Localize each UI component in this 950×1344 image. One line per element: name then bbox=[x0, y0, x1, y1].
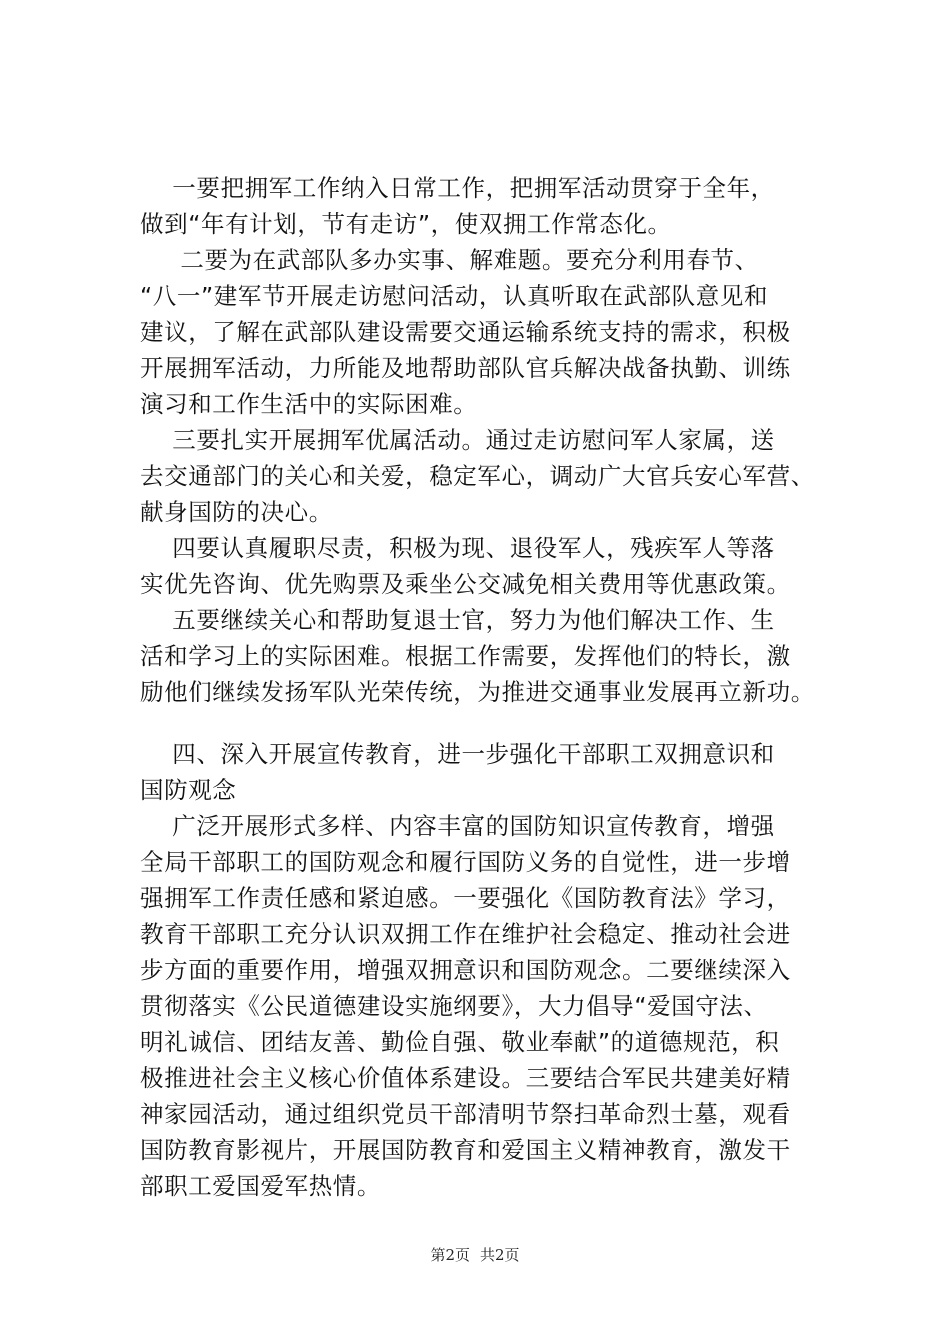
page-footer bbox=[0, 1244, 950, 1265]
text-line: 做到“年有计划，节有走访”，使双拥工作常态化。 bbox=[140, 210, 672, 238]
paragraph-group-b bbox=[140, 736, 840, 1204]
section-heading-line: 四、深入开展宣传教育，进一步强化干部职工双拥意识和 bbox=[140, 740, 775, 768]
text-line: 二要为在武部队多办实事、解难题。要充分利用春节、 bbox=[140, 246, 759, 274]
text-line: 演习和工作生活中的实际困难。 bbox=[140, 390, 478, 418]
text-line: 三要扎实开展拥军优属活动。通过走访慰问军人家属，送 bbox=[140, 426, 775, 454]
text-line: 广泛开展形式多样、内容丰富的国防知识宣传教育，增强 bbox=[140, 812, 775, 840]
text-line: 部职工爱国爱军热情。 bbox=[140, 1172, 381, 1200]
text-line: 教育干部职工充分认识双拥工作在维护社会稳定、推动社会进 bbox=[140, 920, 791, 948]
document-body bbox=[140, 170, 840, 1204]
text-line: 极推进社会主义核心价值体系建设。三要结合军民共建美好精 bbox=[140, 1064, 791, 1092]
text-line: 国防教育影视片，开展国防教育和爱国主义精神教育，激发干 bbox=[140, 1136, 791, 1164]
text-line: 全局干部职工的国防观念和履行国防义务的自觉性，进一步增 bbox=[140, 848, 791, 876]
paragraph-group-a bbox=[140, 170, 840, 710]
text-line: 神家园活动，通过组织党员干部清明节祭扫革命烈士墓，观看 bbox=[140, 1100, 791, 1128]
section-heading-line: 国防观念 bbox=[140, 776, 237, 804]
text-line: 四要认真履职尽责，积极为现、退役军人，残疾军人等落 bbox=[140, 534, 775, 562]
text-line: 明礼诚信、团结友善、勤俭自强、敬业奉献”的道德规范，积 bbox=[140, 1028, 780, 1056]
text-line: 实优先咨询、优先购票及乘坐公交减免相关费用等优惠政策。 bbox=[140, 570, 791, 598]
text-line: 建议，了解在武部队建设需要交通运输系统支持的需求，积极 bbox=[140, 318, 791, 346]
text-line: 去交通部门的关心和关爱，稳定军心，调动广大官兵安心军营、 bbox=[140, 462, 815, 490]
page-number: 第2页 bbox=[430, 1246, 470, 1264]
paragraph-spacer bbox=[140, 710, 840, 736]
page-total: 共2页 bbox=[480, 1246, 520, 1264]
text-line: 励他们继续发扬军队光荣传统，为推进交通事业发展再立新功。 bbox=[140, 678, 815, 706]
text-line: 活和学习上的实际困难。根据工作需要，发挥他们的特长，激 bbox=[140, 642, 791, 670]
text-line: 开展拥军活动，力所能及地帮助部队官兵解决战备执勤、训练 bbox=[140, 354, 791, 382]
text-line: 献身国防的决心。 bbox=[140, 498, 333, 526]
text-line: 步方面的重要作用，增强双拥意识和国防观念。二要继续深入 bbox=[140, 956, 791, 984]
text-line: 强拥军工作责任感和紧迫感。一要强化《国防教育法》学习， bbox=[140, 884, 791, 912]
text-line: 贯彻落实《公民道德建设实施纲要》，大力倡导“爱国守法、 bbox=[140, 992, 768, 1020]
text-line: “八一”建军节开展走访慰问活动，认真听取在武部队意见和 bbox=[140, 282, 769, 310]
text-line: 一要把拥军工作纳入日常工作，把拥军活动贯穿于全年， bbox=[140, 174, 775, 202]
text-line: 五要继续关心和帮助复退士官，努力为他们解决工作、生 bbox=[140, 606, 775, 634]
